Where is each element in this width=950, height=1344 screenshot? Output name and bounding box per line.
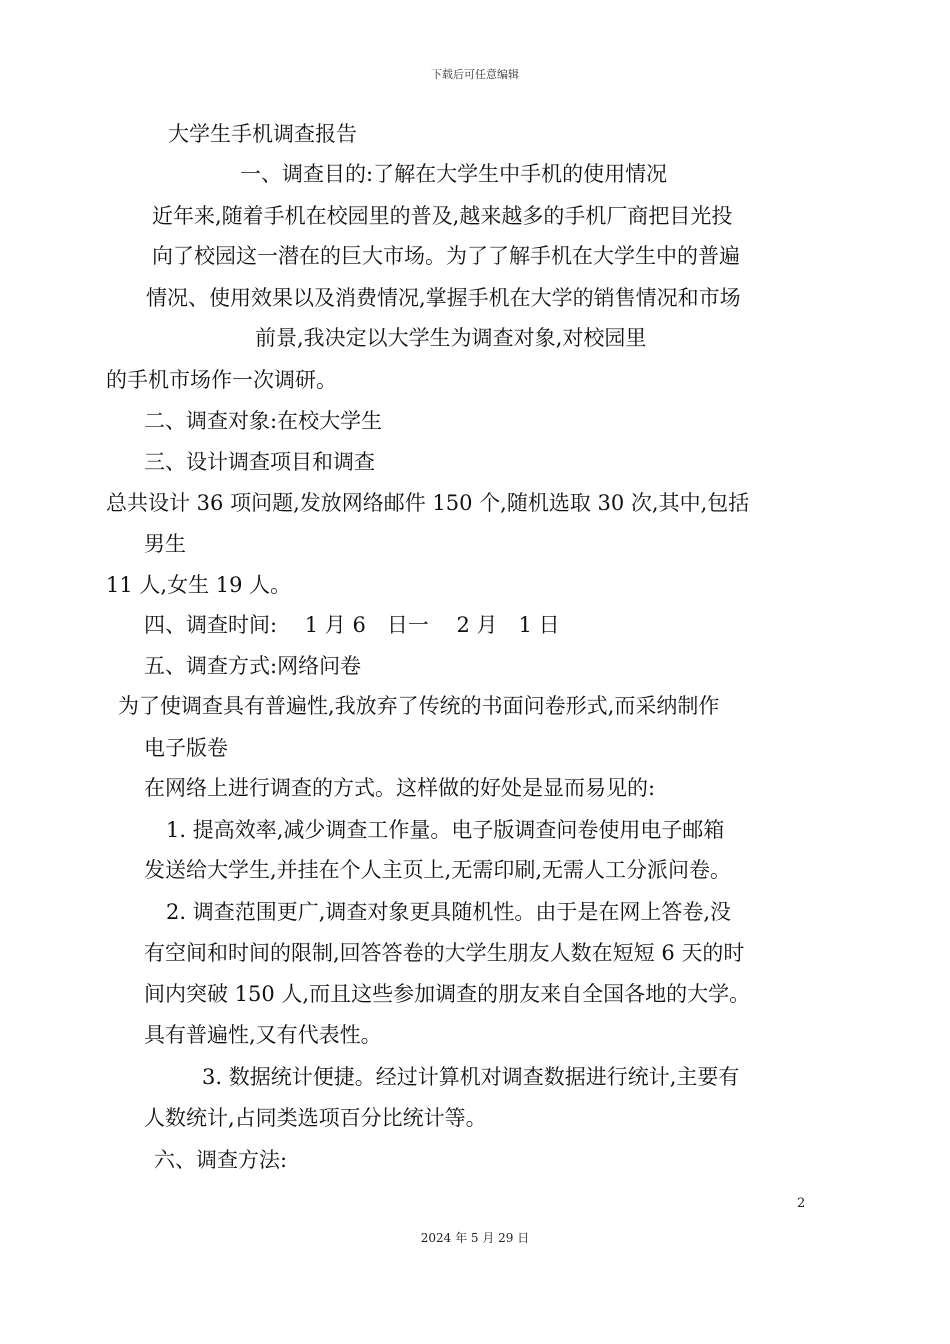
section-heading-purpose: 一、调查目的:了解在大学生中手机的使用情况 [240, 162, 668, 186]
section-heading-design: 三、设计调查项目和调查 [144, 450, 375, 474]
paragraph-line: 近年来,随着手机在校园里的普及,越来越多的手机厂商把目光投 [152, 204, 733, 228]
section-heading-method: 五、调查方式:网络问卷 [144, 654, 362, 678]
paragraph-line: 情况、使用效果以及消费情况,掌握手机在大学的销售情况和市场 [146, 286, 741, 310]
page-footer-date: 2024 年 5 月 29 日 [420, 1231, 530, 1245]
paragraph-line: 为了使调查具有普遍性,我放弃了传统的书面问卷形式,而采纳制作 [118, 694, 720, 718]
section-heading-subject: 二、调查对象:在校大学生 [144, 409, 383, 433]
paragraph-line: 在网络上进行调查的方式。这样做的好处是显而易见的: [144, 776, 656, 800]
paragraph-line: 有空间和时间的限制,回答答卷的大学生朋友人数在短短 6 天的时 [144, 941, 745, 965]
list-item-2: 2. 调查范围更广,调查对象更具随机性。由于是在网上答卷,没 [166, 900, 732, 924]
paragraph-line: 11 人,女生 19 人。 [106, 573, 292, 597]
report-title: 大学生手机调查报告 [168, 122, 357, 146]
paragraph-line: 电子版卷 [144, 736, 228, 760]
list-item-1: 1. 提高效率,减少调查工作量。电子版调查问卷使用电子邮箱 [166, 818, 725, 842]
paragraph-line: 的手机市场作一次调研。 [106, 368, 337, 392]
page-number: 2 [797, 1196, 806, 1211]
section-heading-approach: 六、调查方法: [154, 1148, 288, 1172]
paragraph-line: 人数统计,占同类选项百分比统计等。 [144, 1106, 487, 1130]
page-header: 下载后可任意编辑 [431, 68, 519, 81]
paragraph-line: 具有普遍性,又有代表性。 [144, 1023, 382, 1047]
paragraph-line: 总共设计 36 项问题,发放网络邮件 150 个,随机选取 30 次,其中,包括 [106, 491, 750, 515]
paragraph-line: 前景,我决定以大学生为调查对象,对校园里 [255, 326, 647, 350]
paragraph-line: 向了校园这一潜在的巨大市场。为了了解手机在大学生中的普遍 [152, 244, 740, 268]
list-item-3: 3. 数据统计便捷。经过计算机对调查数据进行统计,主要有 [202, 1065, 740, 1089]
section-heading-time: 四、调查时间: 1 月 6 日一 2 月 1 日 [144, 613, 560, 637]
paragraph-line: 间内突破 150 人,而且这些参加调查的朋友来自全国各地的大学。 [144, 982, 751, 1006]
paragraph-line: 男生 [144, 532, 186, 556]
paragraph-line: 发送给大学生,并挂在个人主页上,无需印刷,无需人工分派问卷。 [144, 858, 732, 882]
